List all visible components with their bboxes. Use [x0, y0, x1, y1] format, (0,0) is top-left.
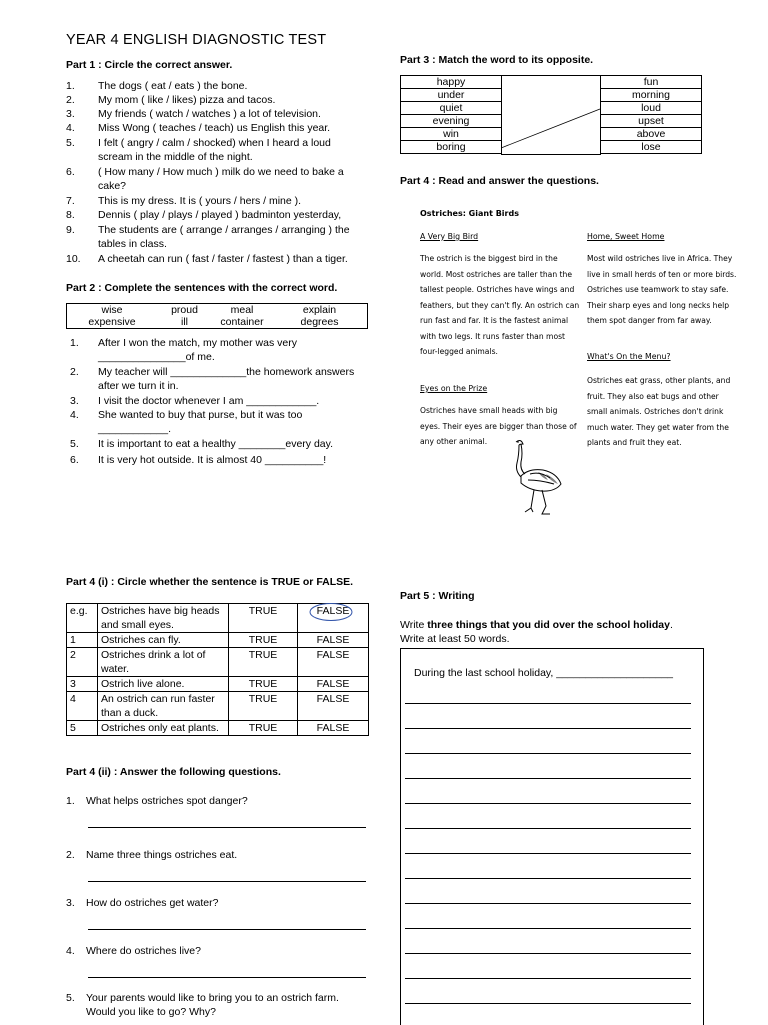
- answer-line[interactable]: [88, 881, 366, 882]
- true-option[interactable]: TRUE: [229, 604, 298, 633]
- row-number: 2: [67, 648, 98, 677]
- part1-item: 2. My mom ( like / likes) pizza and tacos.: [66, 94, 276, 106]
- writing-line[interactable]: [405, 853, 691, 854]
- part2-item: 2. My teacher will _____________the homework answers after we turn it in.: [70, 366, 355, 392]
- writing-line[interactable]: [405, 703, 691, 704]
- match-word-left: happy: [401, 76, 502, 89]
- answer-line[interactable]: [88, 929, 366, 930]
- writing-line[interactable]: [405, 778, 691, 779]
- article-section-heading: Home, Sweet Home: [587, 232, 665, 241]
- article-paragraph: Ostriches eat grass, other plants, and fruit. They also eat bugs and other small animals. Ostriches don't drink much water. They get water from the plants and fruit they eat.: [587, 376, 731, 447]
- part1-item: 7. This is my dress. It is ( yours / hers / mine ).: [66, 195, 302, 207]
- part4-heading: Part 4 : Read and answer the questions.: [400, 175, 599, 187]
- word: wise: [101, 304, 123, 316]
- writing-line[interactable]: [405, 828, 691, 829]
- word-box: [66, 303, 368, 329]
- row-number: 3: [67, 677, 98, 692]
- question-item: 5. Your parents would like to bring you to an ostrich farm. Would you like to go? Why?: [66, 992, 339, 1018]
- match-word-left: win: [401, 128, 502, 141]
- statement: Ostriches can fly.: [98, 633, 229, 648]
- true-option[interactable]: TRUE: [229, 692, 298, 721]
- writing-line[interactable]: [405, 803, 691, 804]
- word: meal: [230, 304, 254, 316]
- false-option[interactable]: FALSE: [298, 648, 369, 677]
- statement: Ostriches only eat plants.: [98, 721, 229, 736]
- match-word-left: evening: [401, 115, 502, 128]
- statement: Ostriches drink a lot of water.: [98, 648, 229, 677]
- false-option[interactable]: FALSE: [298, 633, 369, 648]
- false-option[interactable]: FALSE: [298, 721, 369, 736]
- part1-item: 5. I felt ( angry / calm / shocked) when I heard a loud scream in the middle of the night.: [66, 137, 331, 163]
- part1-heading: Part 1 : Circle the correct answer.: [66, 59, 233, 71]
- article-paragraph: The ostrich is the biggest bird in the world. Most ostriches are taller than the tallest people. Ostriches have wings and feathers, but they can't fly. An ostrich can run fast and far. It is the fastest animal with two legs. It runs faster than most four-legged animals.: [420, 254, 580, 356]
- table-row: [67, 633, 369, 648]
- part5-heading: Part 5 : Writing: [400, 590, 475, 602]
- match-word-right: fun: [601, 76, 702, 89]
- answer-line[interactable]: [88, 827, 366, 828]
- match-word-left: quiet: [401, 102, 502, 115]
- part1-item: 10. A cheetah can run ( fast / faster / fastest ) than a tiger.: [66, 253, 348, 265]
- match-left-column: [400, 75, 502, 154]
- circled-answer-mark: [308, 602, 354, 622]
- part1-item: 6. ( How many / How much ) milk do we need to bake a cake?: [66, 166, 344, 192]
- true-option[interactable]: TRUE: [229, 721, 298, 736]
- writing-instruction: [400, 619, 673, 631]
- article-title: Ostriches: Giant Birds: [420, 209, 519, 218]
- part2-item: 4. She wanted to buy that purse, but it was too ____________.: [70, 409, 303, 435]
- part1-item: 3. My friends ( watch / watches ) a lot of television.: [66, 108, 321, 120]
- table-row: [67, 648, 369, 677]
- false-option[interactable]: FALSE: [298, 692, 369, 721]
- row-number: 1: [67, 633, 98, 648]
- article-section-heading: A Very Big Bird: [420, 232, 479, 241]
- instruction-text: Write: [400, 619, 428, 631]
- writing-line[interactable]: [405, 928, 691, 929]
- writing-line[interactable]: [405, 953, 691, 954]
- instruction-text: .: [669, 619, 673, 631]
- row-number: 4: [67, 692, 98, 721]
- match-word-left: under: [401, 89, 502, 102]
- writing-line[interactable]: [405, 878, 691, 879]
- row-number: e.g.: [67, 604, 98, 633]
- false-option[interactable]: FALSE: [298, 677, 369, 692]
- word: degrees: [300, 316, 339, 328]
- part2-item: 1. After I won the match, my mother was very _______________of me.: [70, 337, 297, 363]
- match-word-right: upset: [601, 115, 702, 128]
- question-item: 1. What helps ostriches spot danger?: [66, 795, 248, 807]
- ostrich-illustration: [508, 438, 566, 518]
- true-option[interactable]: TRUE: [229, 648, 298, 677]
- part2-item: 3. I visit the doctor whenever I am ____________.: [70, 395, 320, 407]
- writing-starter: During the last school holiday, ____________________: [414, 667, 674, 679]
- part1-item: 4. Miss Wong ( teaches / teach) us English this year.: [66, 122, 331, 134]
- article-paragraph: Ostriches have small heads with big eyes. Their eyes are bigger than those of any other animal.: [420, 406, 577, 446]
- example-match-line: [501, 76, 601, 154]
- article-section-heading: Eyes on the Prize: [420, 384, 488, 393]
- article-section-heading: What's On the Menu?: [587, 352, 671, 361]
- part1-item: 8. Dennis ( play / plays / played ) badminton yesterday,: [66, 209, 342, 221]
- table-row: [67, 692, 369, 721]
- answer-line[interactable]: [88, 977, 366, 978]
- question-item: 2. Name three things ostriches eat.: [66, 849, 238, 861]
- table-row: [67, 677, 369, 692]
- part2-item: 5. It is important to eat a healthy ________every day.: [70, 438, 334, 450]
- page-title: YEAR 4 ENGLISH DIAGNOSTIC TEST: [66, 32, 327, 48]
- statement: Ostrich live alone.: [98, 677, 229, 692]
- match-word-right: loud: [601, 102, 702, 115]
- part4i-heading: Part 4 (i) : Circle whether the sentence is TRUE or FALSE.: [66, 576, 354, 588]
- match-word-right: lose: [601, 141, 702, 154]
- true-option[interactable]: TRUE: [229, 633, 298, 648]
- row-number: 5: [67, 721, 98, 736]
- word: proud: [171, 304, 198, 316]
- writing-line[interactable]: [405, 1003, 691, 1004]
- writing-line[interactable]: [405, 903, 691, 904]
- article-paragraph: Most wild ostriches live in Africa. They live in small herds of ten or more birds. Ostriches use teamwork to stay safe. Their sharp eyes and long necks help them spot danger from far away.: [587, 254, 737, 325]
- part1-item: 9. The students are ( arrange / arranges / arranging ) the tables in class.: [66, 224, 350, 250]
- match-right-column: [600, 75, 702, 154]
- match-word-right: morning: [601, 89, 702, 102]
- word: expensive: [88, 316, 136, 328]
- true-false-table: [66, 603, 369, 736]
- part2-heading: Part 2 : Complete the sentences with the correct word.: [66, 282, 338, 294]
- statement: An ostrich can run faster than a duck.: [98, 692, 229, 721]
- true-option[interactable]: TRUE: [229, 677, 298, 692]
- part4ii-heading: Part 4 (ii) : Answer the following questions.: [66, 766, 281, 778]
- writing-box[interactable]: [400, 648, 704, 1025]
- part2-item: 6. It is very hot outside. It is almost 40 __________!: [70, 454, 327, 466]
- table-row: [67, 604, 369, 633]
- word: ill: [181, 316, 188, 328]
- statement: Ostriches have big heads and small eyes.: [98, 604, 229, 633]
- part3-heading: Part 3 : Match the word to its opposite.: [400, 54, 594, 66]
- question-item: 3. How do ostriches get water?: [66, 897, 219, 909]
- match-gap: [501, 75, 601, 155]
- part1-item: 1. The dogs ( eat / eats ) the bone.: [66, 80, 248, 92]
- table-row: [67, 721, 369, 736]
- false-option[interactable]: [298, 604, 369, 633]
- word: explain: [302, 304, 337, 316]
- writing-line[interactable]: [405, 728, 691, 729]
- writing-line[interactable]: [405, 753, 691, 754]
- match-word-right: above: [601, 128, 702, 141]
- question-item: 4. Where do ostriches live?: [66, 945, 201, 957]
- match-word-left: boring: [401, 141, 502, 154]
- writing-line[interactable]: [405, 978, 691, 979]
- word: container: [220, 316, 264, 328]
- false-option-label: FALSE: [316, 605, 350, 617]
- instruction-emphasis: three things that you did over the school holiday: [427, 619, 670, 631]
- writing-instruction-length: Write at least 50 words.: [400, 633, 510, 645]
